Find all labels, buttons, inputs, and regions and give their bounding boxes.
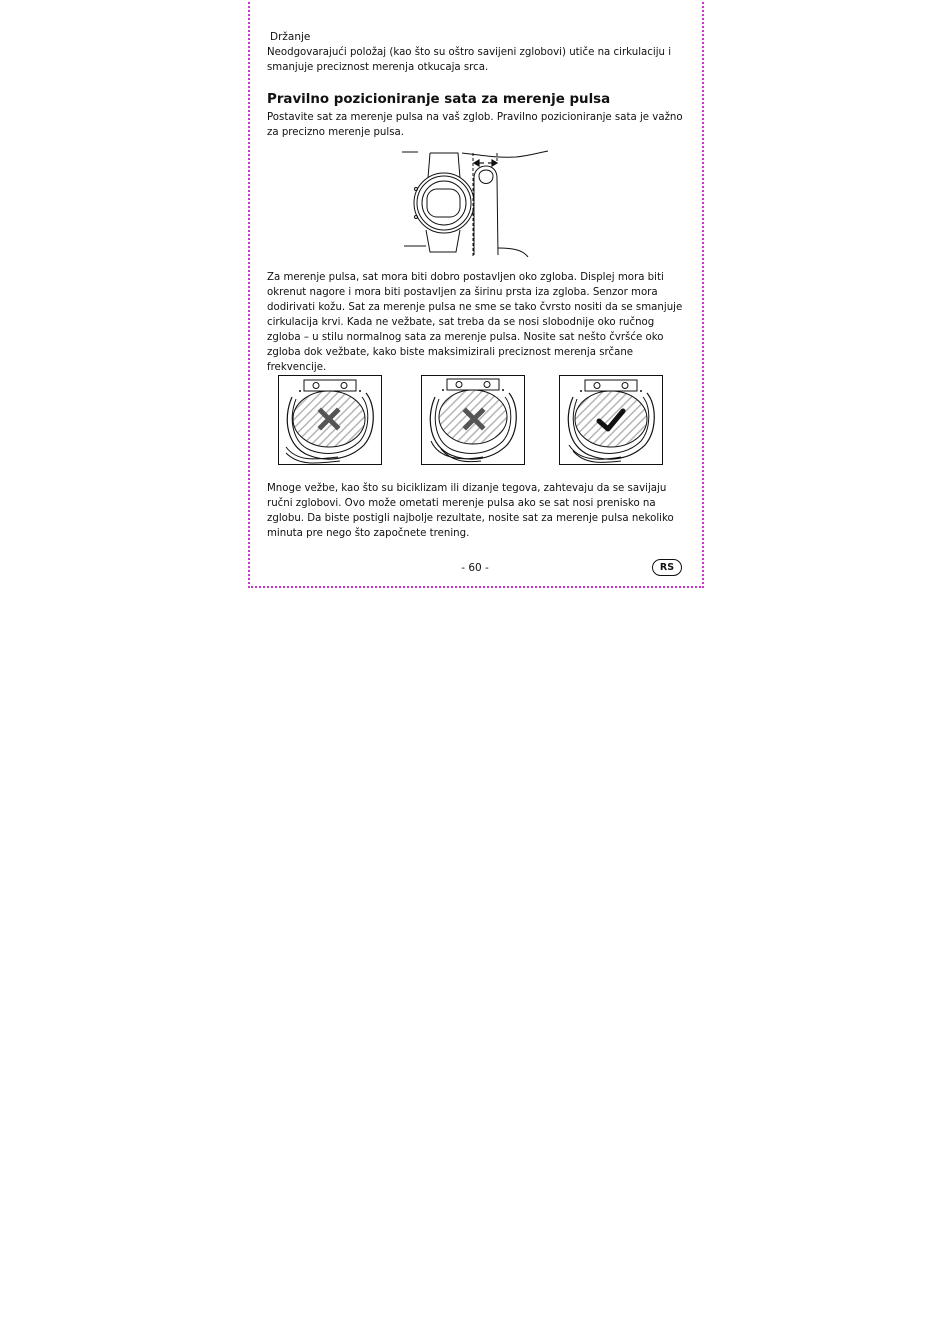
- section-title: Pravilno pozicioniranje sata za merenje pulsa: [267, 92, 611, 107]
- language-badge: RS: [652, 559, 682, 576]
- page-number: - 60 -: [461, 562, 489, 574]
- paragraph-intro: Postavite sat za merenje pulsa na vaš zglob. Pravilno pozicioniranje sata je važno za precizno merenje pulsa.: [267, 112, 683, 138]
- paragraph-fit: Za merenje pulsa, sat mora biti dobro postavljen oko zgloba. Displej mora biti okrenut nagore i mora biti postavljen za širinu prsta iza zgloba. Senzor mora dodirivati kožu. Sat za merenje pulsa ne sme se tako čvrsto nositi da se smanjuje cirkulacija krvi. Kada ne vežbate, sat treba da se nosi slobodnije oko ručnog zgloba – u stilu normalnog sata za merenje pulsa. Nosite sat nešto čvršće oko zgloba dok vežbate, kako biste maksimizirali preciznost merenja srčane frekvencije.: [267, 272, 683, 373]
- watch-on-wrist-diagram: [398, 148, 552, 260]
- fit-example-incorrect-1: [278, 375, 382, 465]
- paragraph-posture: Neodgovarajući položaj (kao što su oštro savijeni zglobovi) utiče na cirkulaciju i smanjuje preciznost merenja otkucaja srca.: [267, 47, 672, 73]
- fit-example-incorrect-2: [421, 375, 525, 465]
- fit-example-correct: [559, 375, 663, 465]
- subheading-posture: Držanje: [270, 31, 311, 43]
- paragraph-exercise: Mnoge vežbe, kao što su biciklizam ili dizanje tegova, zahtevaju da se savijaju ručni zglobovi. Ovo može ometati merenje pulsa ako se sat nosi prenisko na zglobu. Da biste postigli najbolje rezultate, nosite sat za merenje pulsa nekoliko minuta pre nego što započnete trening.: [267, 483, 674, 539]
